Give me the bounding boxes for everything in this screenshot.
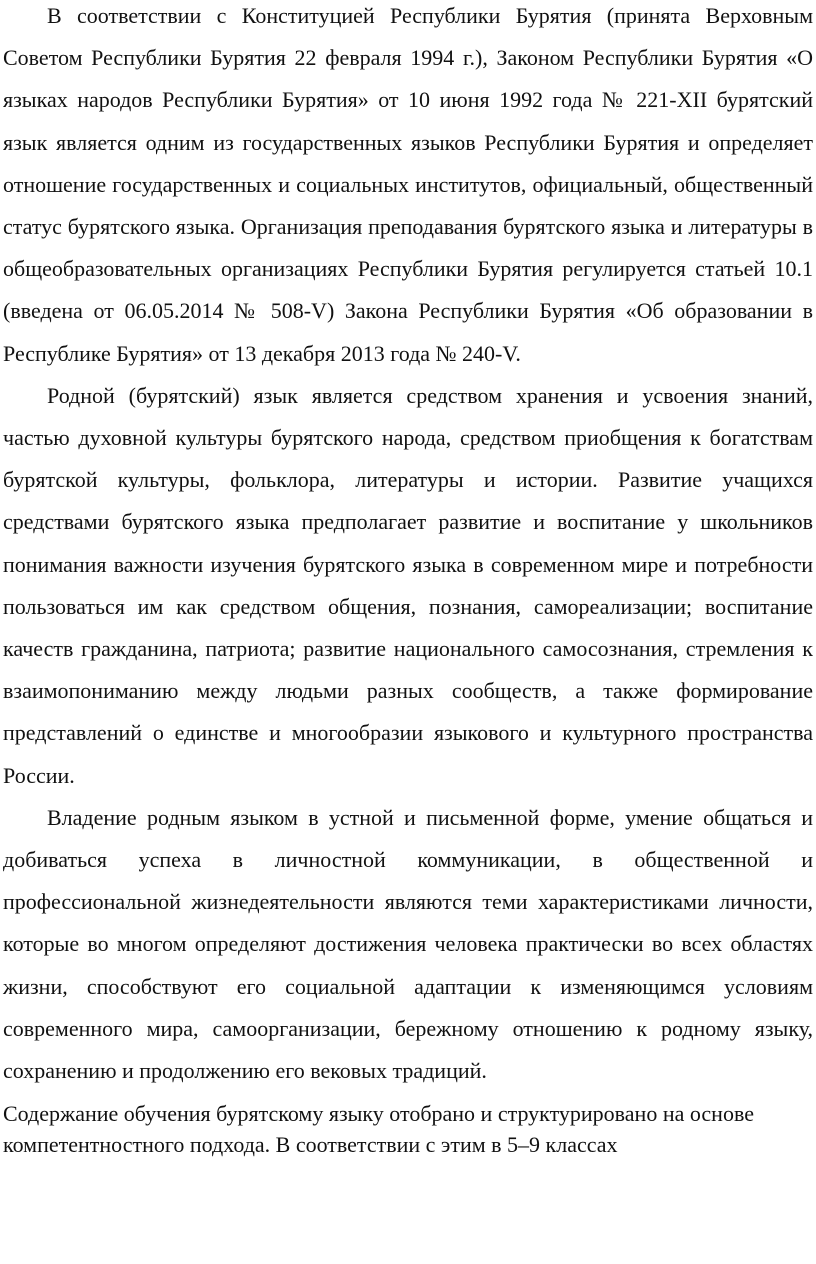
paragraph-language-proficiency: Владение родным языком в устной и письменной форме, умение общаться и добиваться успеха в личностной коммуникации, в общественной и профессиональной жизнедеятельности являются теми характеристиками личности, которые во многом определяют достижения человека практически во всех областях жизни, способствуют его социальной адаптации к изменяющимся условиям современного мира, самоорганизации, бережному отношению к родному языку, сохранению и продолжению его вековых традиций. bbox=[3, 804, 813, 1084]
paragraph-curriculum-content: Содержание обучения бурятскому языку отобрано и структурировано на основе компетентностного подхода. В соответствии с этим в 5–9 классах bbox=[3, 1101, 754, 1158]
paragraph-legal-basis: В соответствии с Конституцией Республики Бурятия (принята Верховным Советом Республики Бурятия 22 февраля 1994 г.), Законом Республики Бурятия «О языках народов Республики Бурятия» от 10 июня 1992 года № 221-XII бурятский язык является одним из государственных языков Республики Бурятия и определяет отношение государственных и социальных институтов, официальный, общественный статус бурятского языка. Организация преподавания бурятского языка и литературы в общеобразовательных организациях Республики Бурятия регулируется статьей 10.1 (введена от 06.05.2014 № 508-V) Закона Республики Бурятия «Об образовании в Республике Бурятия» от 13 декабря 2013 года № 240-V. bbox=[3, 3, 813, 366]
paragraph-native-language-role: Родной (бурятский) язык является средством хранения и усвоения знаний, частью духовной культуры бурятского народа, средством приобщения к богатствам бурятской культуры, фольклора, литературы и истории. Развитие учащихся средствами бурятского языка предполагает развитие и воспитание у школьников понимания важности изучения бурятского языка в современном мире и потребности пользоваться им как средством общения, познания, самореализации; воспитание качеств гражданина, патриота; развитие национального самосознания, стремления к взаимопониманию между людьми разных сообществ, а также формирование представлений о единстве и многообразии языкового и культурного пространства России. bbox=[3, 382, 813, 788]
